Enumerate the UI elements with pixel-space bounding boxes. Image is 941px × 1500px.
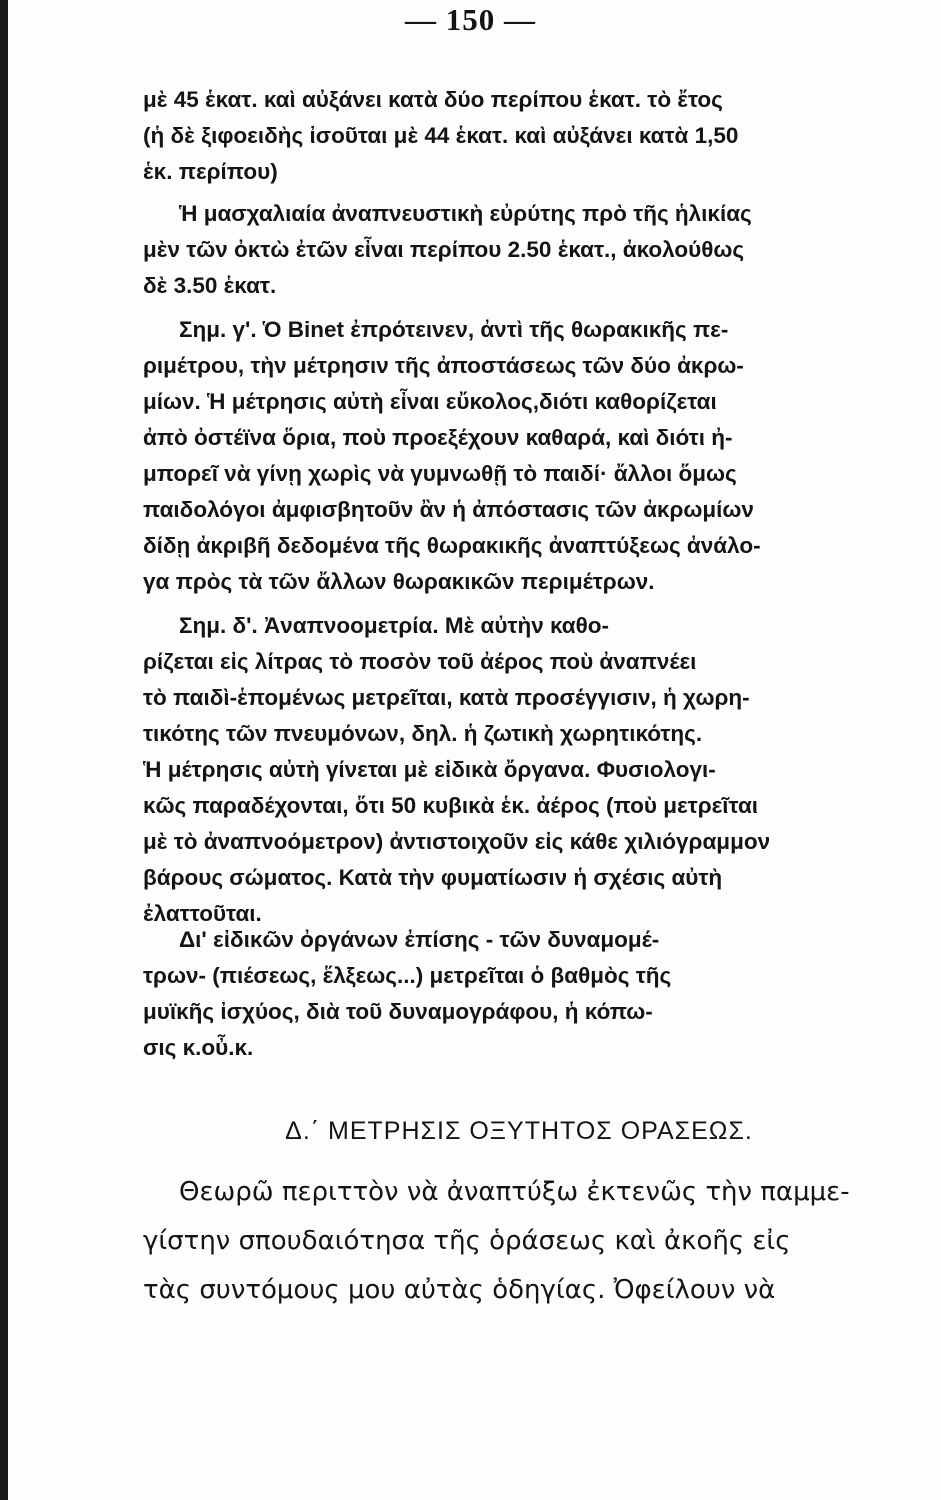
text-line: τὰς συντόμους μου αὐτὰς ὁδηγίας. Ὀφείλουν νὰ: [143, 1275, 776, 1305]
note-gamma-paragraph: [143, 312, 895, 600]
text-line: μίων. Ἡ μέτρησις αὐτὴ εἶναι εὔκολος,διότι καθορίζεται: [143, 389, 717, 414]
text-line: γα πρὸς τὰ τῶν ἄλλων θωρακικῶν περιμέτρων.: [143, 569, 655, 594]
text-line: παιδολόγοι ἀμφισβητοῦν ἂν ἡ ἀπόστασις τῶν ἀκρωμίων: [143, 497, 754, 522]
text-line: ἀπὸ ὀστέϊνα ὅρια, ποὺ προεξέχουν καθαρά, καὶ διότι ἠ-: [143, 425, 733, 450]
text-line: μπορεῖ νὰ γίνῃ χωρὶς νὰ γυμνωθῇ τὸ παιδί· ἄλλοι ὅμως: [143, 461, 737, 486]
text-line: Δι' εἰδικῶν ὀργάνων ἐπίσης - τῶν δυναμομέ-: [179, 927, 660, 952]
text-line: Σημ. γ'. Ὁ Binet ἐπρότεινεν, ἀντὶ τῆς θωρακικῆς πε-: [179, 317, 729, 342]
text-line: δίδῃ ἀκριβῆ δεδομένα τῆς θωρακικῆς ἀναπτύξεως ἀνάλο-: [143, 533, 761, 558]
text-line: Ἡ μασχαλιαία ἀναπνευστικὴ εὐρύτης πρὸ τῆς ἡλικίας: [179, 201, 752, 226]
text-line: ριμέτρου, τὴν μέτρησιν τῆς ἀποστάσεως τῶν δύο ἀκρω-: [143, 353, 744, 378]
text-line: δὲ 3.50 ἑκατ.: [143, 273, 277, 298]
text-line: γίστην σπουδαιότησα τῆς ὁράσεως καὶ ἀκοῆς εἰς: [143, 1226, 791, 1256]
text-line: ρίζεται εἰς λίτρας τὸ ποσὸν τοῦ ἀέρος ποὺ ἀναπνέει: [143, 649, 697, 674]
text-line: μυϊκῆς ἰσχύος, διὰ τοῦ δυναμογράφου, ἡ κόπω-: [143, 999, 653, 1024]
text-line: βάρους σώματος. Κατὰ τὴν φυματίωσιν ἡ σχέσις αὐτὴ: [143, 865, 723, 890]
text-line: ἐλαττοῦται.: [143, 901, 262, 926]
text-line: τικότης τῶν πνευμόνων, δηλ. ἡ ζωτικὴ χωρητικότης.: [143, 721, 703, 746]
text-line: (ἡ δὲ ξιφοειδὴς ἰσοῦται μὲ 44 ἑκατ. καὶ αὐξάνει κατὰ 1,50: [143, 123, 739, 148]
text-line: μὲν τῶν ὀκτὼ ἐτῶν εἶναι περίπου 2.50 ἑκατ., ἀκολούθως: [143, 237, 745, 262]
paragraph-continuation: [143, 82, 895, 190]
text-line: Ἡ μέτρησις αὐτὴ γίνεται μὲ εἰδικὰ ὄργανα. Φυσιολογι-: [143, 757, 716, 782]
text-line: Σημ. δ'. Ἀναπνοομετρία. Μὲ αὐτὴν καθο-: [179, 613, 610, 638]
note-delta-paragraph: [143, 608, 895, 932]
text-line: μὲ τὸ ἀναπνοόμετρον) ἀντιστοιχοῦν εἰς κάθε χιλιόγραμμον: [143, 829, 771, 854]
page-binding-edge: [0, 0, 8, 1500]
text-line: τὸ παιδὶ-ἑπομένως μετρεῖται, κατὰ προσέγγισιν, ἡ χωρη-: [143, 685, 750, 710]
text-line: κῶς παραδέχονται, ὅτι 50 κυβικὰ ἑκ. ἀέρος (ποὺ μετρεῖται: [143, 793, 759, 818]
text-line: Θεωρῶ περιττὸν νὰ ἀναπτύξω ἐκτενῶς τὴν παμμε-: [179, 1177, 850, 1207]
section-heading: Δ.΄ ΜΕΤΡΗΣΙΣ ΟΞΥΤΗΤΟΣ ΟΡΑΣΕΩΣ.: [285, 1117, 753, 1145]
text-line: σις κ.οὖ.κ.: [143, 1035, 254, 1060]
page-number: — 150 —: [405, 2, 536, 37]
text-line: τρων- (πιέσεως, ἕλξεως...) μετρεῖται ὁ βαθμὸς τῆς: [143, 963, 672, 988]
vision-paragraph: [143, 1168, 895, 1315]
text-line: μὲ 45 ἑκατ. καὶ αὐξάνει κατὰ δύο περίπου ἑκατ. τὸ ἔτος: [143, 87, 723, 112]
paragraph-axillary-breadth: [143, 196, 895, 304]
text-line: ἑκ. περίπου): [143, 159, 278, 184]
dynamometer-paragraph: [143, 922, 895, 1066]
